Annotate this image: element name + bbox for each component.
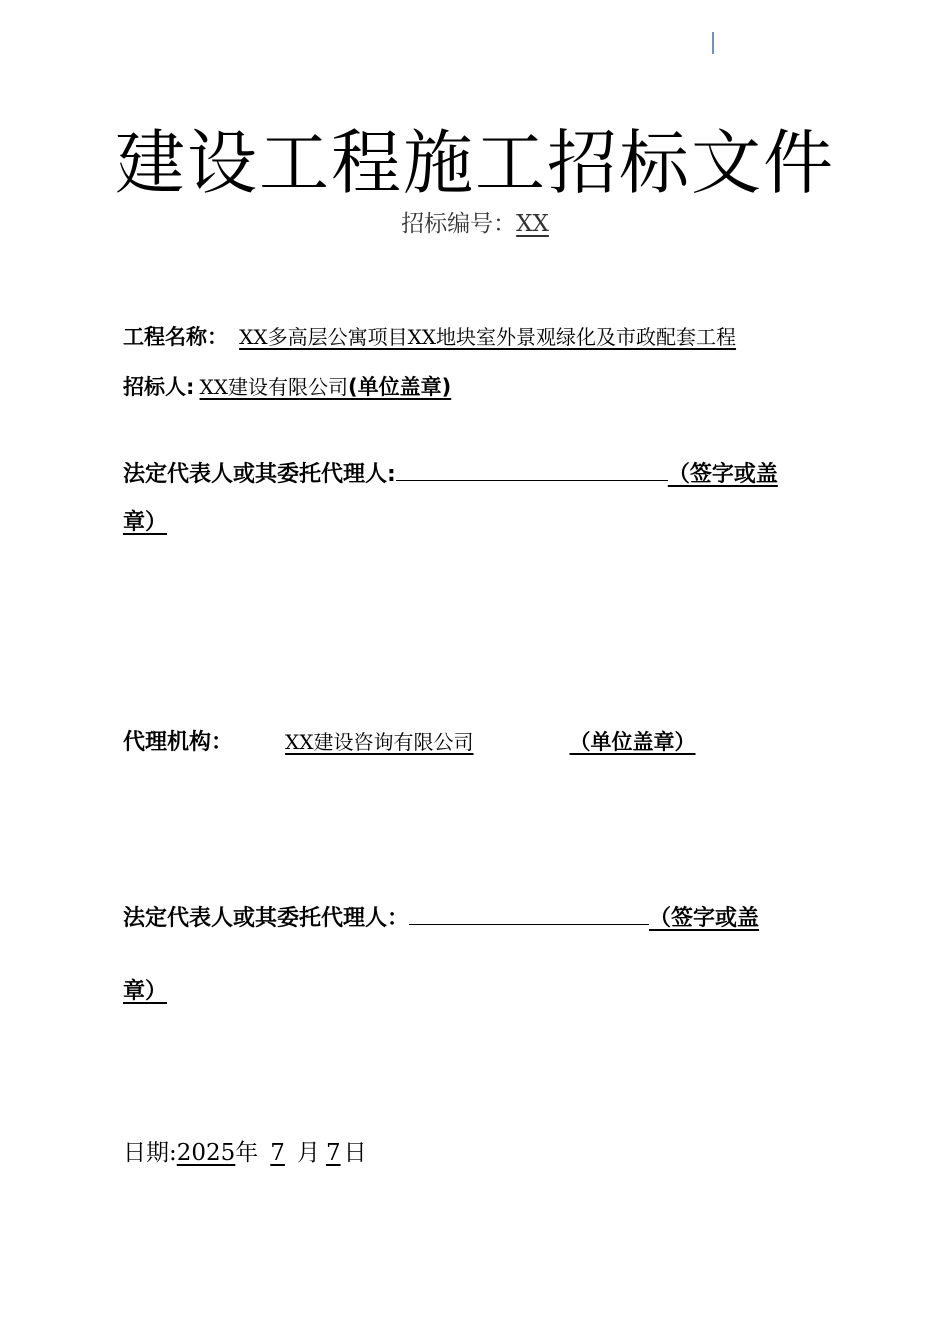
date-year: 2025 <box>176 1140 236 1166</box>
date-month: 7 <box>270 1140 285 1166</box>
date-month-unit: 月 <box>296 1140 320 1166</box>
agency-label: 代理机构： <box>123 730 234 755</box>
legal-rep-1-blank <box>396 456 668 481</box>
project-name-label: 工程名称： <box>123 325 228 349</box>
date-year-unit: 年 <box>235 1140 259 1166</box>
legal-rep-1-suffix-a: （签字或盖 <box>667 462 778 487</box>
tenderer-seal: (单位盖章) <box>347 375 452 399</box>
project-name-value: XX多高层公寓项目XX地块室外景观绿化及市政配套工程 <box>239 325 737 349</box>
legal-rep-2-label: 法定代表人或其委托代理人： <box>123 906 410 931</box>
project-name-line <box>123 320 736 356</box>
date-line <box>123 1136 367 1170</box>
legal-rep-2-suffix-a: （签字或盖 <box>649 906 760 931</box>
tenderer-line <box>123 370 451 406</box>
legal-rep-1-suffix-b: 章） <box>123 510 168 535</box>
bid-number-label: 招标编号： <box>401 211 517 237</box>
text-cursor-mark <box>712 32 714 54</box>
legal-rep-1-line <box>123 456 778 493</box>
date-day: 7 <box>325 1140 341 1166</box>
bid-number-value: XX <box>516 211 549 237</box>
agency-line <box>123 725 704 761</box>
agency-seal: （单位盖章） <box>569 730 696 754</box>
bid-number-line <box>0 206 950 242</box>
agency-value: XX建设咨询有限公司 <box>285 730 474 754</box>
legal-rep-2-line <box>123 900 759 937</box>
date-day-unit: 日 <box>343 1140 367 1166</box>
legal-rep-1-label: 法定代表人或其委托代理人: <box>123 462 396 487</box>
legal-rep-2-suffix-b: 章） <box>123 979 168 1004</box>
document-title: 建设工程施工招标文件 <box>115 122 835 204</box>
date-label: 日期: <box>123 1140 177 1166</box>
tenderer-value: XX建设有限公司 <box>199 375 348 399</box>
legal-rep-2-line-2 <box>123 975 217 1010</box>
legal-rep-1-line-2 <box>123 506 167 541</box>
legal-rep-2-blank <box>409 900 649 925</box>
tenderer-label: 招标人: <box>123 375 195 399</box>
